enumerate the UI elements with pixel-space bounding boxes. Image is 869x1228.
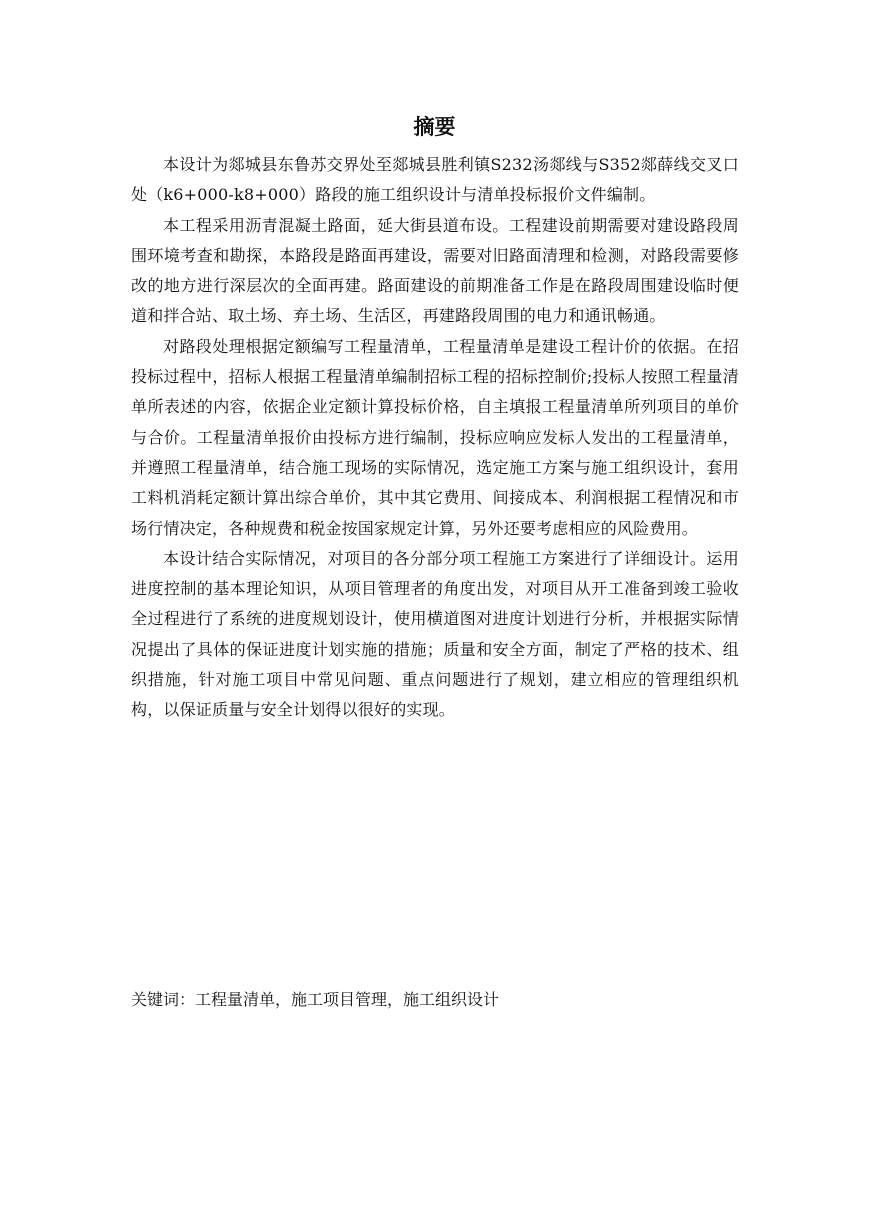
keywords-line: 关键词：工程量清单，施工项目管理，施工组织设计 xyxy=(131,990,500,1009)
abstract-body xyxy=(131,150,739,726)
abstract-paragraph: 本设计为郯城县东鲁苏交界处至郯城县胜利镇S232汤郯线与S352郯薛线交叉口处（k6+000-k8+000）路段的施工组织设计与清单投标报价文件编制。 xyxy=(131,155,739,205)
abstract-paragraph: 对路段处理根据定额编写工程量清单，工程量清单是建设工程计价的依据。在招投标过程中，招标人根据工程量清单编制招标工程的招标控制价;投标人按照工程量清单所表述的内容，依据企业定额计算投标价格，自主填报工程量清单所列项目的单价与合价。工程量清单报价由投标方进行编制，投标应响应发标人发出的工程量清单，并遵照工程量清单，结合施工现场的实际情况，选定施工方案与施工组织设计，套用工料机消耗定额计算出综合单价，其中其它费用、间接成本、利润根据工程情况和市场行情决定，各种规费和税金按国家规定计算，另外还要考虑相应的风险费用。 xyxy=(131,336,739,538)
abstract-title: 摘要 xyxy=(413,115,456,139)
abstract-paragraph: 本工程采用沥青混凝土路面，延大街县道布设。工程建设前期需要对建设路段周围环境考查和勘探，本路段是路面再建设，需要对旧路面清理和检测，对路段需要修改的地方进行深层次的全面再建。路面建设的前期准备工作是在路段周围建设临时便道和拌合站、取土场、弃土场、生活区，再建路段周围的电力和通讯畅通。 xyxy=(131,215,739,326)
abstract-paragraph: 本设计结合实际情况，对项目的各分部分项工程施工方案进行了详细设计。运用进度控制的基本理论知识，从项目管理者的角度出发，对项目从开工准备到竣工验收全过程进行了系统的进度规划设计，使用横道图对进度计划进行分析，并根据实际情况提出了具体的保证进度计划实施的措施；质量和安全方面，制定了严格的技术、组织措施，针对施工项目中常见问题、重点问题进行了规划，建立相应的管理组织机构，以保证质量与安全计划得以很好的实现。 xyxy=(131,548,739,720)
